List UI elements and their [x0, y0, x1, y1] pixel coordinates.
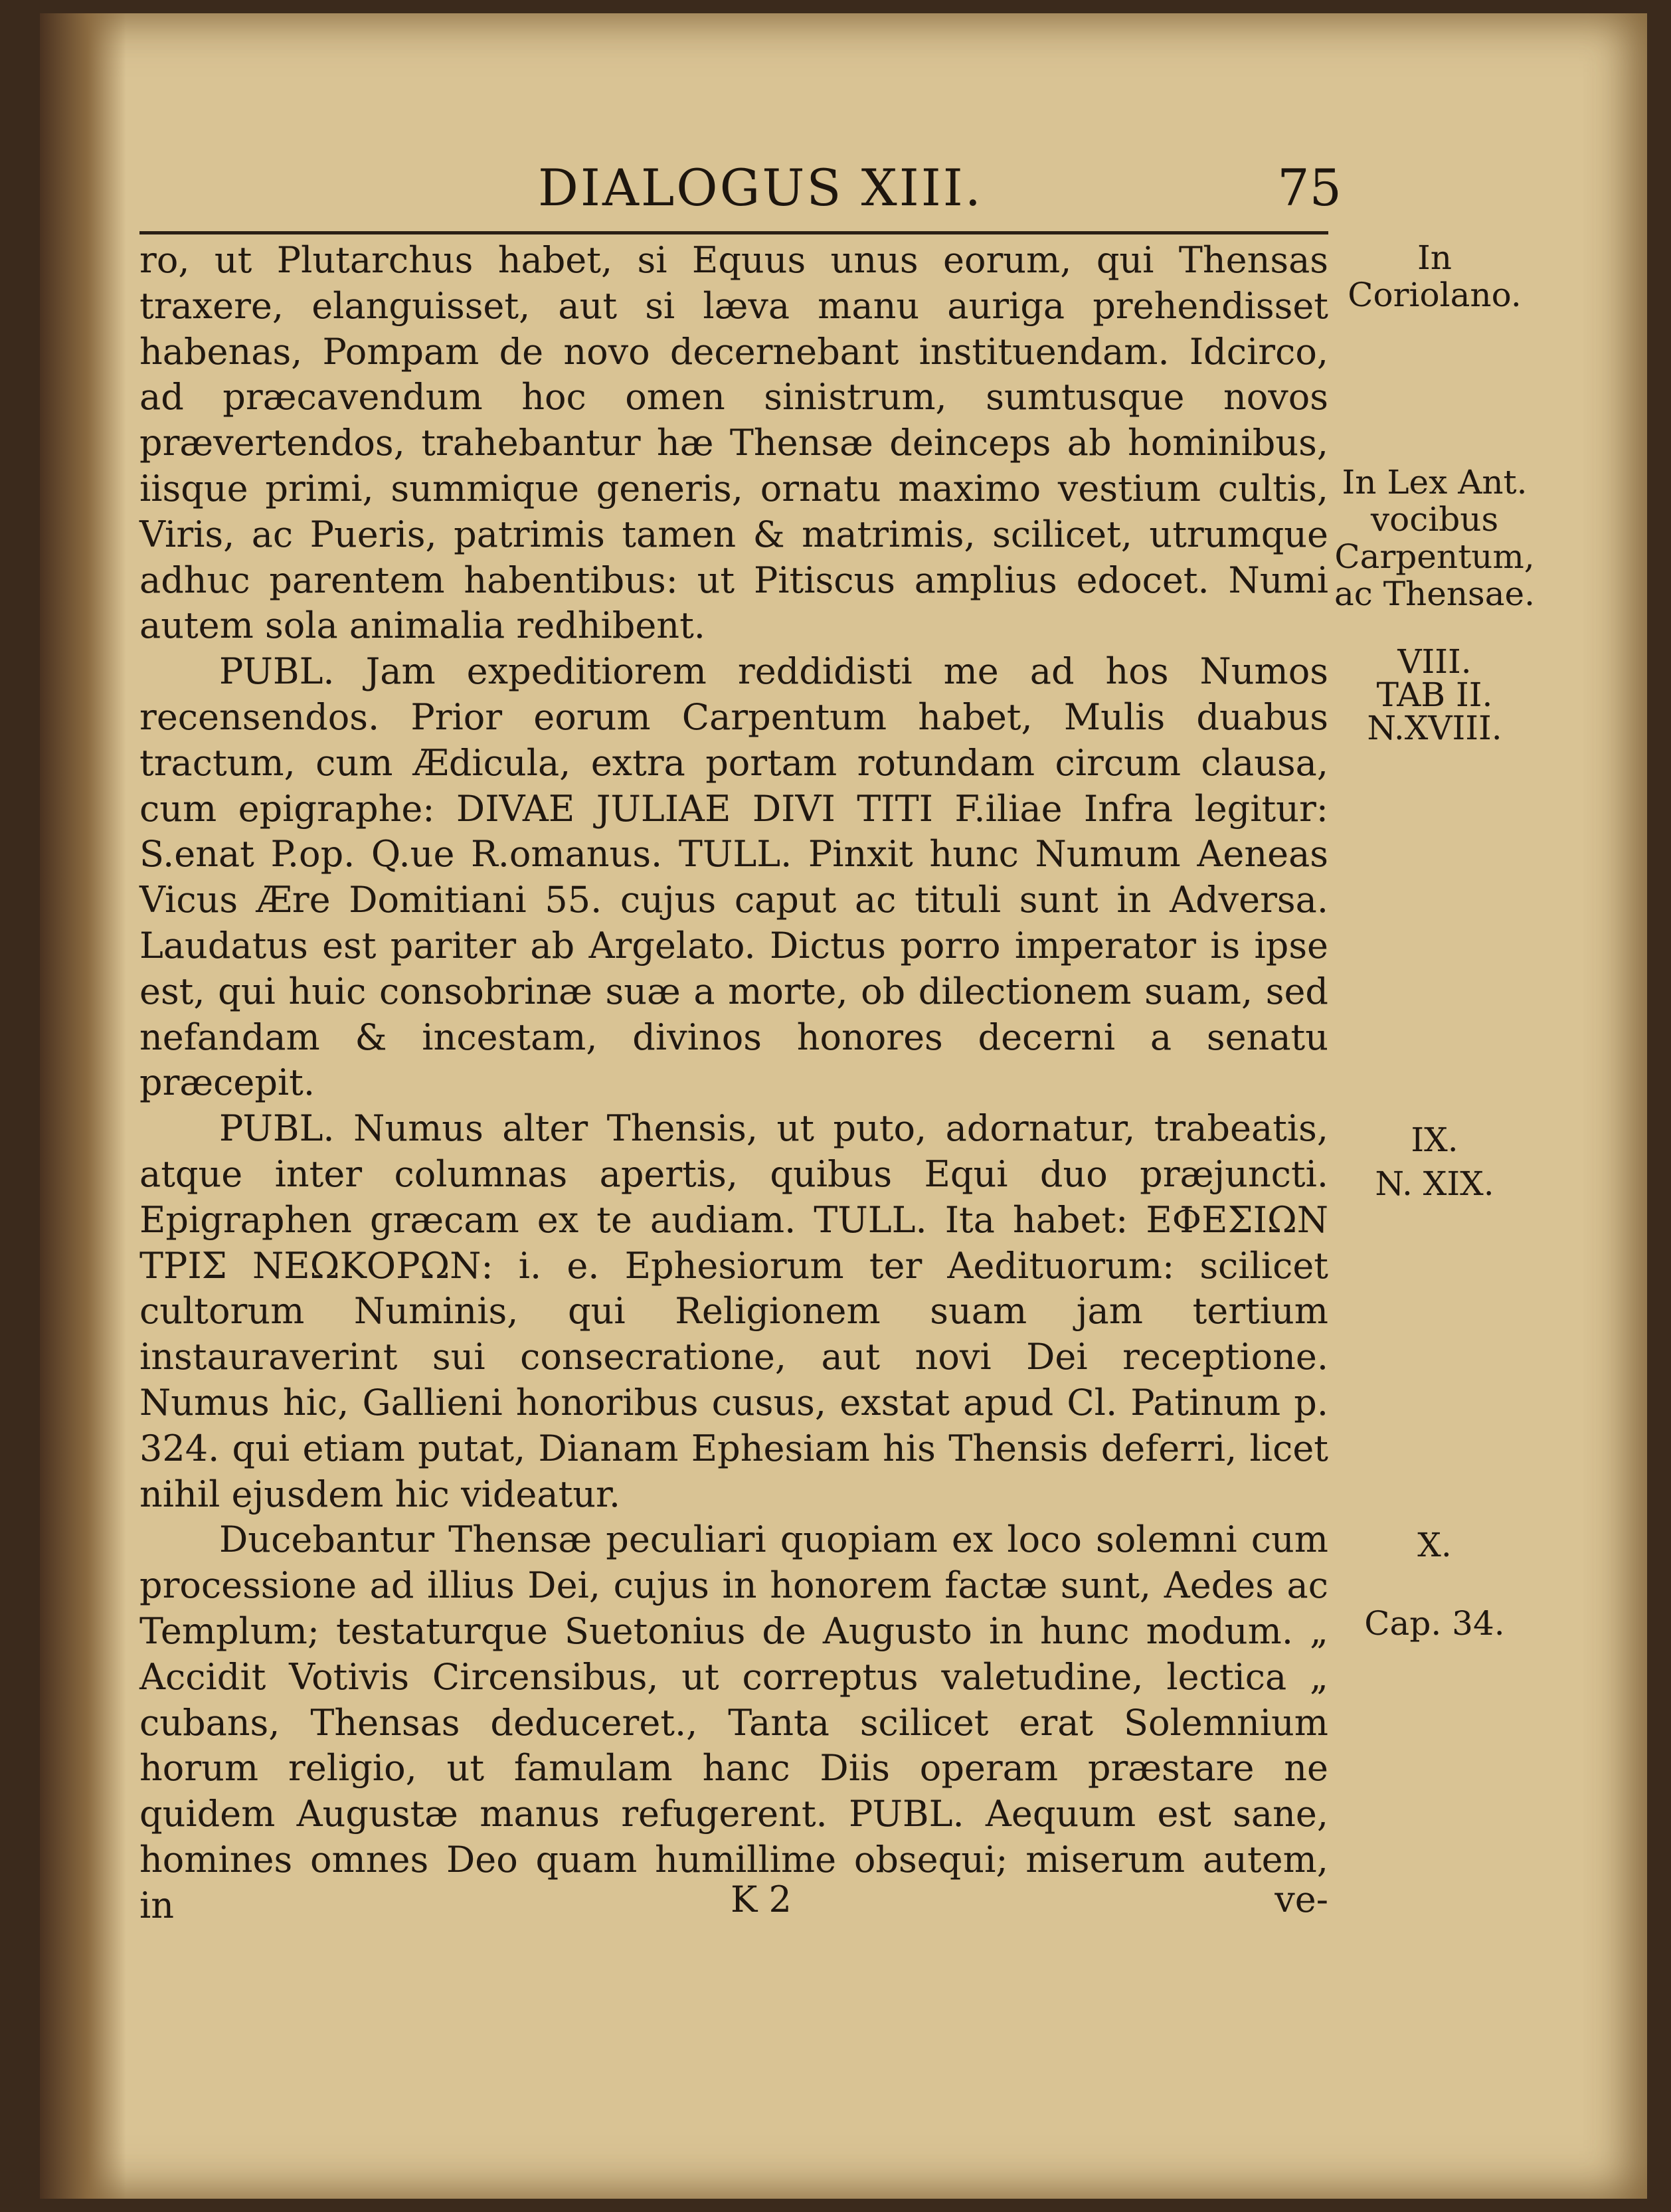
margin-note-lex: In Lex Ant. vocibus Carpentum, ac Thensae.	[1334, 463, 1535, 613]
margin-note-xviii: N.XVIII.	[1367, 709, 1502, 747]
paragraph-3: PUBL. Numus alter Thensis, ut puto, adornatur, trabeatis, atque inter columnas apertis, quibus Equi duo præjuncti. Epigraphen græcam ex te audiam. TULL. Ita habet: ΕΦΕΣΙΩΝ ΤΡΙΣ ΝΕΩΚΟΡΩΝ: i. e. Ephesiorum ter Aedituorum: scilicet cultorum Numinis, qui Religionem suam jam tertium instauraverint sui consecratione, aut novi Dei receptione. Numus hic, Gallieni honoribus cusus, exstat apud Cl. Patinum p. 324. qui etiam putat, Dianam Ephesiam his Thensis deferri, licet nihil ejusdem hic videatur.	[139, 1107, 1328, 1515]
margin-note-ix: IX.	[1411, 1121, 1458, 1159]
header-rule	[139, 231, 1328, 234]
main-text	[139, 238, 1328, 1928]
header-title: DIALOGUS XIII.	[538, 158, 983, 217]
running-header	[498, 158, 1342, 225]
book-gutter	[40, 13, 126, 2199]
margin-note-cap: Cap. 34.	[1364, 1604, 1505, 1643]
paragraph-1: ro, ut Plutarchus habet, si Equus unus eorum, qui Thensas traxere, elanguisset, aut si læva manu auriga prehendisset habenas, Pompam de novo decernebant instituendam. Idcirco, ad præcavendum hoc omen sinistrum, sumtusque novos prævertendos, trahebantur hæ Thensæ deinceps ab hominibus, iisque primi, summique generis, ornatu maximo vestium cultis, Viris, ac Pueris, patrimis tamen & matrimis, scilicet, utrumque adhuc parentem habentibus: ut Pitiscus amplius edocet. Numi autem sola animalia redhibent.	[139, 239, 1328, 647]
margin-note-coriolano: In Coriolano.	[1348, 238, 1522, 314]
page-footer	[139, 1879, 1328, 1932]
paragraph-2: PUBL. Jam expeditiorem reddidisti me ad hos Numos recensendos. Prior eorum Carpentum habet, Mulis duabus tractum, cum Ædicula, extra portam rotundam circum clausa, cum epigraphe: DIVAE JULIAE DIVI TITI F.iliae Infra legitur: S.enat P.op. Q.ue R.omanus. TULL. Pinxit hunc Numum Aeneas Vicus Ære Domitiani 55. cujus caput ac tituli sunt in Adversa. Laudatus est pariter ab Argelato. Dictus porro imperator is ipse est, qui huic consobrinæ suæ a morte, ob dilectionem suam, sed nefandam & incestam, divinos honores decerni a senatu præcepit.	[139, 650, 1328, 1104]
margin-note-tab: TAB II.	[1376, 676, 1493, 714]
margin-note-xix: N. XIX.	[1375, 1164, 1494, 1203]
signature-mark: K 2	[731, 1879, 792, 1920]
margin-note-viii: VIII.	[1397, 642, 1472, 681]
margin-note-x: X.	[1417, 1526, 1452, 1564]
paragraph-4: Ducebantur Thensæ peculiari quopiam ex loco solemni cum processione ad illius Dei, cujus in honorem factæ sunt, Aedes ac Templum; testaturque Suetonius de Augusto in hunc modum. „ Accidit Votivis Circensibus, ut correptus valetudine, lectica „ cubans, Thensas deduceret., Tanta scilicet erat Solemnium horum religio, ut famulam hanc Diis operam præstare ne quidem Augustæ manus refugerent. PUBL. Aequum est sane, homines omnes Deo quam humillime obsequi; miserum autem, in	[139, 1519, 1328, 1926]
page-number: 75	[1277, 158, 1342, 217]
catchword: ve-	[1275, 1879, 1328, 1920]
book-page	[40, 13, 1647, 2199]
